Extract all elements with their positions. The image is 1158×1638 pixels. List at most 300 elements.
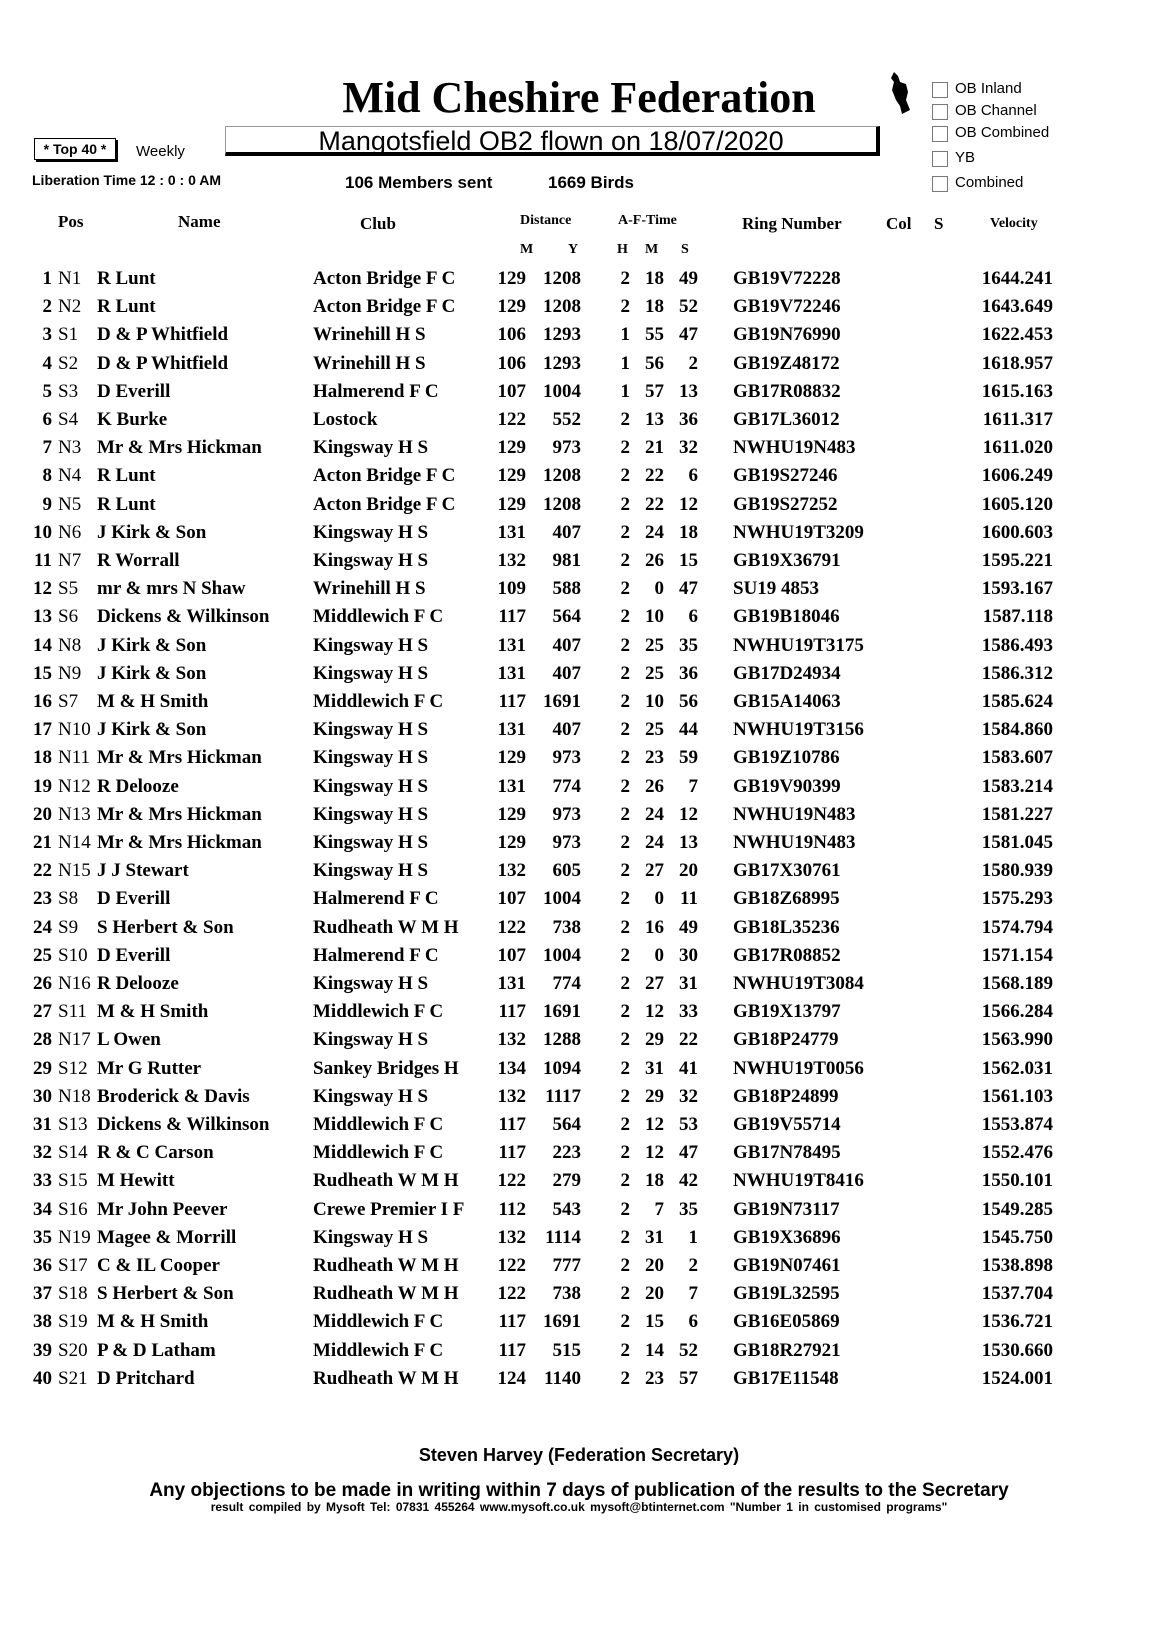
row-velocity: 1524.001 <box>981 1367 1053 1389</box>
row-seconds: 30 <box>679 944 698 966</box>
row-miles: 117 <box>498 1142 526 1164</box>
row-position: 27 <box>33 1001 52 1023</box>
row-hours: 2 <box>620 1057 630 1079</box>
row-miles: 129 <box>497 465 526 487</box>
row-hours: 2 <box>620 1114 630 1135</box>
row-seconds: 6 <box>688 606 698 628</box>
row-minutes: 56 <box>645 352 664 374</box>
row-yards: 973 <box>552 747 581 769</box>
row-minutes: 26 <box>645 775 664 797</box>
table-row <box>0 268 1158 296</box>
row-minutes: 29 <box>645 1085 664 1107</box>
row-yards: 777 <box>552 1255 581 1276</box>
combined-label: Combined <box>955 174 1024 191</box>
row-yards: 1208 <box>543 268 581 289</box>
row-ring-number: GB19S27246 <box>733 465 838 487</box>
row-seconds: 2 <box>688 352 698 374</box>
row-name: R Lunt <box>97 493 156 515</box>
row-miles: 122 <box>497 1255 526 1276</box>
row-club: Middlewich F C <box>313 691 444 712</box>
row-ring-number: GB19N07461 <box>733 1255 841 1276</box>
yb-checkbox[interactable] <box>932 151 948 167</box>
row-position: 10 <box>33 521 52 543</box>
row-name: Mr G Rutter <box>97 1057 202 1079</box>
row-name: M & H Smith <box>97 691 209 712</box>
row-ring-number: GB19X13797 <box>733 1001 841 1023</box>
row-ring-number: GB19Z10786 <box>733 747 840 769</box>
row-seconds: 32 <box>679 1085 698 1107</box>
row-minutes: 13 <box>645 409 664 430</box>
row-name: D Pritchard <box>97 1367 195 1389</box>
row-section: S9 <box>58 916 79 938</box>
row-seconds: 47 <box>679 578 698 600</box>
row-section: N2 <box>58 296 82 318</box>
row-yards: 738 <box>552 916 581 938</box>
row-club: Kingsway H S <box>313 860 429 882</box>
row-velocity: 1536.721 <box>981 1311 1053 1333</box>
row-name: D Everill <box>97 380 171 402</box>
row-seconds: 2 <box>688 1255 698 1276</box>
row-yards: 1293 <box>543 352 581 374</box>
page-title: Mid Cheshire Federation <box>342 73 816 122</box>
row-name: S Herbert & Son <box>97 1283 234 1305</box>
row-ring-number: GB17N78495 <box>733 1142 841 1164</box>
row-name: Dickens & Wilkinson <box>97 606 270 628</box>
row-yards: 973 <box>552 803 581 825</box>
row-seconds: 13 <box>679 832 698 853</box>
row-velocity: 1549.285 <box>981 1198 1053 1220</box>
row-ring-number: GB19Z48172 <box>733 352 840 374</box>
row-yards: 588 <box>552 578 581 600</box>
table-row <box>0 1199 1158 1227</box>
col-sex: S <box>934 214 944 233</box>
row-ring-number: NWHU19T0056 <box>733 1057 864 1079</box>
row-ring-number: NWHU19T3209 <box>733 521 864 543</box>
row-section: S5 <box>58 578 79 600</box>
row-name: D & P Whitfield <box>97 352 229 374</box>
row-hours: 2 <box>620 578 630 600</box>
row-seconds: 49 <box>679 916 698 938</box>
row-ring-number: GB19X36791 <box>733 550 841 571</box>
row-club: Kingsway H S <box>313 1085 429 1107</box>
row-name: M & H Smith <box>97 1311 209 1333</box>
table-row <box>0 606 1158 634</box>
row-hours: 2 <box>620 775 630 797</box>
row-velocity: 1568.189 <box>981 973 1053 994</box>
row-ring-number: GB15A14063 <box>733 691 841 712</box>
table-row <box>0 381 1158 409</box>
row-minutes: 18 <box>645 268 664 289</box>
row-hours: 2 <box>620 268 630 289</box>
row-minutes: 26 <box>645 550 664 571</box>
row-yards: 1208 <box>543 296 581 318</box>
row-seconds: 36 <box>679 662 698 684</box>
row-miles: 107 <box>497 380 526 402</box>
row-club: Middlewich F C <box>313 606 444 628</box>
row-minutes: 31 <box>645 1226 664 1248</box>
table-row <box>0 1283 1158 1311</box>
row-seconds: 49 <box>679 268 698 289</box>
row-seconds: 6 <box>688 1311 698 1333</box>
row-minutes: 12 <box>645 1142 664 1164</box>
row-seconds: 47 <box>679 1142 698 1164</box>
table-row <box>0 888 1158 916</box>
row-yards: 738 <box>552 1283 581 1305</box>
row-miles: 117 <box>498 1001 526 1023</box>
row-velocity: 1537.704 <box>981 1283 1053 1305</box>
row-section: N3 <box>58 437 82 459</box>
row-club: Kingsway H S <box>313 1029 429 1051</box>
liberation-time: Liberation Time 12 : 0 : 0 AM <box>32 172 222 188</box>
table-row <box>0 437 1158 465</box>
ob-channel-checkbox[interactable] <box>932 104 948 120</box>
row-position: 22 <box>33 860 52 882</box>
row-club: Crewe Premier I F <box>313 1198 465 1220</box>
table-row <box>0 1255 1158 1283</box>
row-miles: 129 <box>497 268 526 289</box>
row-hours: 2 <box>620 1339 630 1361</box>
row-seconds: 22 <box>679 1029 698 1051</box>
row-minutes: 0 <box>654 578 664 600</box>
row-hours: 2 <box>620 719 630 741</box>
table-row <box>0 1170 1158 1198</box>
row-club: Kingsway H S <box>313 634 429 656</box>
row-position: 34 <box>33 1198 52 1220</box>
row-position: 11 <box>34 550 52 571</box>
table-row <box>0 635 1158 663</box>
row-minutes: 31 <box>645 1057 664 1079</box>
members-sent: 106 Members sent <box>345 173 493 192</box>
row-club: Rudheath W M H <box>313 1283 459 1305</box>
row-section: N16 <box>58 973 91 994</box>
row-name: J Kirk & Son <box>97 521 207 543</box>
row-velocity: 1562.031 <box>981 1057 1053 1079</box>
row-ring-number: GB18P24899 <box>733 1085 839 1107</box>
row-seconds: 35 <box>679 634 698 656</box>
row-name: R Lunt <box>97 465 156 487</box>
row-ring-number: GB19S27252 <box>733 493 838 515</box>
row-hours: 2 <box>620 973 630 994</box>
row-name: J Kirk & Son <box>97 719 207 741</box>
row-ring-number: GB18P24779 <box>733 1029 839 1051</box>
row-name: R Delooze <box>97 973 179 994</box>
row-miles: 117 <box>498 1339 526 1361</box>
col-yards: Y <box>568 242 579 257</box>
row-position: 16 <box>33 691 52 712</box>
row-position: 7 <box>42 437 52 459</box>
row-ring-number: GB19L32595 <box>733 1283 840 1305</box>
row-minutes: 22 <box>645 493 664 515</box>
row-ring-number: GB19V55714 <box>733 1114 841 1135</box>
row-ring-number: GB19B18046 <box>733 606 840 628</box>
row-velocity: 1580.939 <box>981 860 1053 882</box>
row-minutes: 24 <box>645 832 664 853</box>
row-ring-number: NWHU19T3084 <box>733 973 864 994</box>
row-seconds: 6 <box>688 465 698 487</box>
row-yards: 1691 <box>543 1001 581 1023</box>
row-section: S6 <box>58 606 79 628</box>
row-seconds: 15 <box>679 550 698 571</box>
row-velocity: 1538.898 <box>981 1255 1053 1276</box>
row-seconds: 53 <box>679 1114 698 1135</box>
row-miles: 131 <box>497 719 526 741</box>
row-hours: 2 <box>620 1255 630 1276</box>
row-seconds: 44 <box>679 719 698 741</box>
table-row <box>0 409 1158 437</box>
row-velocity: 1586.493 <box>981 634 1053 656</box>
row-name: D Everill <box>97 888 171 910</box>
row-miles: 117 <box>498 1114 526 1135</box>
pigeon-logo-icon <box>888 70 916 116</box>
row-hours: 2 <box>620 437 630 459</box>
row-name: Mr & Mrs Hickman <box>97 747 262 769</box>
row-miles: 107 <box>497 944 526 966</box>
row-position: 18 <box>33 747 52 769</box>
row-minutes: 0 <box>654 944 664 966</box>
objections-note: Any objections to be made in writing within 7 days of publication of the results to the Secretary <box>149 1480 1009 1501</box>
row-minutes: 16 <box>645 916 664 938</box>
row-hours: 2 <box>620 550 630 571</box>
row-seconds: 32 <box>679 437 698 459</box>
row-minutes: 25 <box>645 662 664 684</box>
row-position: 4 <box>42 352 52 374</box>
row-name: L Owen <box>97 1029 161 1051</box>
row-club: Sankey Bridges H <box>313 1057 459 1079</box>
row-section: S17 <box>58 1255 88 1276</box>
col-pos: Pos <box>58 212 84 231</box>
row-position: 32 <box>33 1142 52 1164</box>
row-minutes: 25 <box>645 719 664 741</box>
row-velocity: 1583.607 <box>981 747 1053 769</box>
row-hours: 2 <box>620 832 630 853</box>
row-hours: 2 <box>620 1170 630 1192</box>
row-hours: 2 <box>620 1142 630 1164</box>
row-section: N15 <box>58 860 91 882</box>
row-yards: 223 <box>552 1142 581 1164</box>
row-seconds: 20 <box>679 860 698 882</box>
row-section: N7 <box>58 550 82 571</box>
row-hours: 2 <box>620 860 630 882</box>
row-miles: 107 <box>497 888 526 910</box>
row-velocity: 1593.167 <box>981 578 1053 600</box>
row-position: 33 <box>33 1170 52 1192</box>
combined-checkbox[interactable] <box>932 176 948 192</box>
row-minutes: 55 <box>645 324 664 346</box>
row-yards: 774 <box>552 775 581 797</box>
row-ring-number: GB18L35236 <box>733 916 840 938</box>
row-seconds: 12 <box>679 803 698 825</box>
row-club: Kingsway H S <box>313 662 429 684</box>
row-position: 8 <box>42 465 52 487</box>
row-velocity: 1553.874 <box>981 1114 1053 1135</box>
row-seconds: 42 <box>679 1170 698 1192</box>
row-ring-number: GB19V72246 <box>733 296 841 318</box>
row-name: J Kirk & Son <box>97 634 207 656</box>
row-minutes: 18 <box>645 296 664 318</box>
table-row <box>0 1058 1158 1086</box>
col-miles: M <box>520 242 534 257</box>
row-velocity: 1581.227 <box>981 803 1053 825</box>
row-club: Kingsway H S <box>313 803 429 825</box>
row-hours: 2 <box>620 1226 630 1248</box>
row-ring-number: GB18Z68995 <box>733 888 840 910</box>
row-miles: 131 <box>497 634 526 656</box>
row-seconds: 35 <box>679 1198 698 1220</box>
row-club: Wrinehill H S <box>313 324 426 346</box>
row-miles: 117 <box>498 691 526 712</box>
row-minutes: 22 <box>645 465 664 487</box>
secretary-signature: Steven Harvey (Federation Secretary) <box>418 1445 740 1465</box>
row-ring-number: GB19N76990 <box>733 324 841 346</box>
row-hours: 2 <box>620 1198 630 1220</box>
row-club: Middlewich F C <box>313 1114 444 1135</box>
row-miles: 122 <box>497 1170 526 1192</box>
row-club: Kingsway H S <box>313 747 429 769</box>
ob-channel-label: OB Channel <box>955 102 1037 119</box>
col-ring: Ring Number <box>742 214 842 233</box>
table-row <box>0 1368 1158 1396</box>
row-seconds: 57 <box>679 1367 698 1389</box>
row-ring-number: GB19N73117 <box>733 1198 840 1220</box>
row-minutes: 10 <box>645 606 664 628</box>
row-miles: 122 <box>497 409 526 430</box>
table-row <box>0 353 1158 381</box>
row-yards: 1208 <box>543 493 581 515</box>
row-position: 3 <box>42 324 52 346</box>
table-row <box>0 1142 1158 1170</box>
row-minutes: 24 <box>645 803 664 825</box>
row-minutes: 20 <box>645 1255 664 1276</box>
row-name: P & D Latham <box>97 1339 216 1361</box>
row-miles: 131 <box>497 662 526 684</box>
row-miles: 122 <box>497 1283 526 1305</box>
row-position: 23 <box>33 888 52 910</box>
row-yards: 973 <box>552 437 581 459</box>
row-miles: 109 <box>497 578 526 600</box>
row-club: Halmerend F C <box>313 888 439 910</box>
row-yards: 1004 <box>543 944 581 966</box>
row-ring-number: SU19 4853 <box>733 578 820 600</box>
row-name: Mr & Mrs Hickman <box>97 832 262 853</box>
row-ring-number: GB17X30761 <box>733 860 841 882</box>
row-yards: 774 <box>552 973 581 994</box>
row-velocity: 1606.249 <box>981 465 1053 487</box>
row-club: Kingsway H S <box>313 832 429 853</box>
table-row <box>0 691 1158 719</box>
row-seconds: 33 <box>679 1001 698 1023</box>
row-club: Wrinehill H S <box>313 352 426 374</box>
row-ring-number: NWHU19T3175 <box>733 634 864 656</box>
table-row <box>0 1227 1158 1255</box>
table-row <box>0 747 1158 775</box>
row-club: Kingsway H S <box>313 1226 429 1248</box>
ob-combined-checkbox[interactable] <box>932 126 948 142</box>
row-club: Halmerend F C <box>313 380 439 402</box>
row-hours: 2 <box>620 888 630 910</box>
row-hours: 2 <box>620 606 630 628</box>
row-name: Broderick & Davis <box>97 1085 250 1107</box>
row-velocity: 1585.624 <box>981 691 1053 712</box>
row-hours: 2 <box>620 944 630 966</box>
table-row <box>0 804 1158 832</box>
row-hours: 2 <box>620 465 630 487</box>
row-club: Kingsway H S <box>313 775 429 797</box>
row-yards: 552 <box>552 409 581 430</box>
table-row <box>0 1311 1158 1339</box>
row-club: Kingsway H S <box>313 719 429 741</box>
row-position: 9 <box>42 493 52 515</box>
row-velocity: 1587.118 <box>982 606 1053 628</box>
row-minutes: 14 <box>645 1339 664 1361</box>
ob-inland-checkbox[interactable] <box>932 82 948 98</box>
row-section: N4 <box>58 465 82 487</box>
row-yards: 1117 <box>545 1085 581 1107</box>
row-name: S Herbert & Son <box>97 916 234 938</box>
table-row <box>0 522 1158 550</box>
row-velocity: 1595.221 <box>981 550 1053 571</box>
row-seconds: 13 <box>679 380 698 402</box>
row-section: N8 <box>58 634 82 656</box>
row-section: S13 <box>58 1114 88 1135</box>
table-row <box>0 832 1158 860</box>
row-miles: 131 <box>497 973 526 994</box>
row-position: 12 <box>33 578 52 600</box>
row-hours: 2 <box>620 662 630 684</box>
row-minutes: 20 <box>645 1283 664 1305</box>
top40-badge: * Top 40 * <box>34 138 116 160</box>
row-section: S4 <box>58 409 79 430</box>
row-velocity: 1615.163 <box>981 380 1053 402</box>
row-ring-number: NWHU19N483 <box>733 437 856 459</box>
row-club: Acton Bridge F C <box>313 296 456 318</box>
row-club: Middlewich F C <box>313 1311 444 1333</box>
row-club: Kingsway H S <box>313 437 429 459</box>
row-name: M Hewitt <box>97 1170 175 1192</box>
row-miles: 132 <box>497 1226 526 1248</box>
row-club: Middlewich F C <box>313 1339 444 1361</box>
row-ring-number: GB18R27921 <box>733 1339 841 1361</box>
row-hours: 2 <box>620 296 630 318</box>
row-ring-number: GB16E05869 <box>733 1311 840 1333</box>
row-club: Acton Bridge F C <box>313 465 456 487</box>
row-minutes: 7 <box>654 1198 664 1220</box>
row-ring-number: GB17E11548 <box>733 1367 839 1389</box>
row-section: S16 <box>58 1198 88 1220</box>
row-position: 20 <box>33 803 52 825</box>
col-colour: Col <box>886 214 912 233</box>
table-row <box>0 1001 1158 1029</box>
row-name: J Kirk & Son <box>97 662 207 684</box>
row-seconds: 52 <box>679 296 698 318</box>
row-name: R Delooze <box>97 775 179 797</box>
row-miles: 132 <box>497 550 526 571</box>
row-section: S3 <box>58 380 79 402</box>
row-velocity: 1545.750 <box>981 1226 1053 1248</box>
row-name: R Lunt <box>97 296 156 318</box>
table-row <box>0 578 1158 606</box>
row-seconds: 11 <box>680 888 698 910</box>
row-name: Mr & Mrs Hickman <box>97 437 262 459</box>
row-section: S18 <box>58 1283 88 1305</box>
table-row <box>0 973 1158 1001</box>
row-seconds: 31 <box>679 973 698 994</box>
row-yards: 1691 <box>543 691 581 712</box>
row-club: Wrinehill H S <box>313 578 426 600</box>
row-velocity: 1611.020 <box>982 437 1053 459</box>
row-hours: 2 <box>620 747 630 769</box>
table-row <box>0 776 1158 804</box>
row-miles: 131 <box>497 521 526 543</box>
